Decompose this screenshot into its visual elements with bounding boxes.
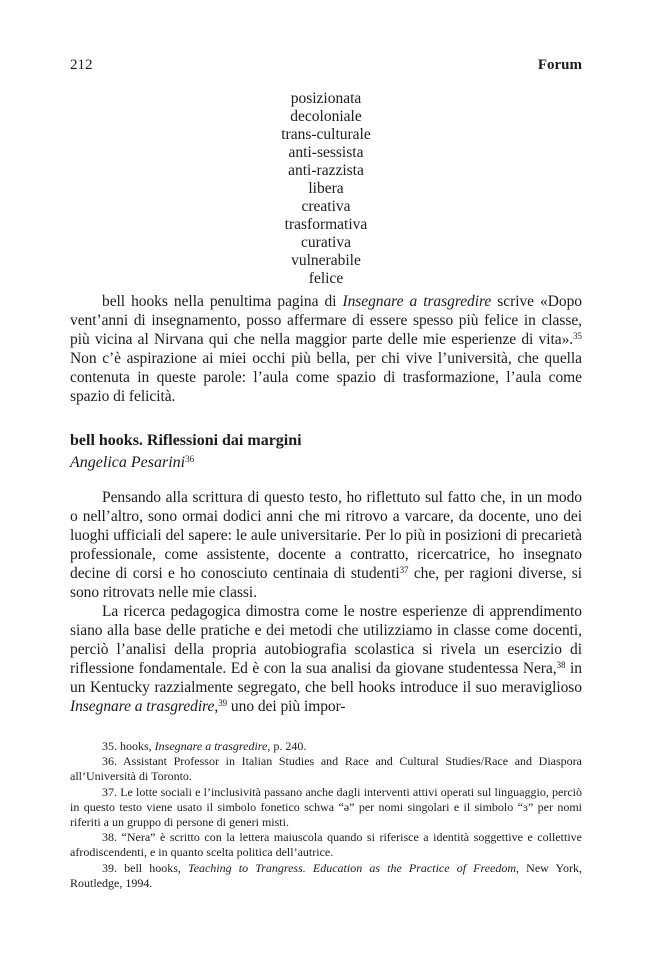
poem-line: anti-sessista [288, 144, 364, 161]
footnote-ref: 37 [399, 565, 409, 575]
footnote-36: 36. Assistant Professor in Italian Studies and Race and Cultural Studies/Race and Diaspora all’Università di Toronto. [70, 754, 582, 784]
poem-line: vulnerabile [291, 252, 361, 269]
book-title: Insegnare a trasgredire [342, 293, 492, 310]
book-title: Insegnare a trasgredire [70, 698, 215, 715]
poem-list [170, 90, 482, 288]
poem-line: posizionata [290, 90, 362, 107]
poem-line: libera [308, 180, 344, 197]
footnote-ref: 39 [218, 698, 228, 708]
paragraph: La ricerca pedagogica dimostra come le nostre esperienze di apprendimento siano alla base delle pratiche e dei metodi che utilizziamo in classe come docenti, perciò l’analisi della propria autobiografia scolastica si rivela un esercizio di riflessione fondamentale. Ed è con la sua analisi da giovane studentessa Nera,$^{38}$ in un Kentucky razzialmente segregato, che bell hooks introduce il suo meraviglioso Insegnare a trasgredire,$^{39}$ uno dei più impor- [70, 603, 582, 715]
poem-line: trasformativa [284, 216, 368, 233]
closing-paragraph-block [70, 292, 582, 406]
running-title: Forum [537, 57, 582, 73]
page-number: 212 [70, 57, 93, 73]
poem-line: creativa [301, 198, 351, 215]
footnote-ref: 35 [573, 331, 582, 341]
main-text [70, 488, 582, 716]
poem-line: decoloniale [290, 108, 362, 125]
footnote-35: 35. hooks, Insegnare a trasgredire, p. 240. [102, 739, 307, 753]
poem-line: curativa [301, 234, 351, 251]
section-title: bell hooks. Riflessioni dai margini [70, 432, 302, 449]
poem-line: felice [308, 270, 344, 287]
poem-line: anti-razzista [288, 162, 364, 179]
poem-line: trans-culturale [281, 126, 371, 143]
footnotes [70, 739, 582, 891]
closing-paragraph: bell hooks nella penultima pagina di Insegnare a trasgredire scrive «Dopo vent’anni di insegnamento, posso affermare di essere spesso più felice in classe, più vicina al Nirvana qui che nella maggior parte delle mie esperienze di vita».$^{35}$ Non c’è aspirazione ai miei occhi più bella, per chi vive l’università, che quella contenuta in queste parole: l’aula come spazio di trasformazione, l’aula come spazio di felicità. [70, 293, 582, 405]
footnote-39: 39. bell hooks, Teaching to Trangress. Education as the Practice of Freedom, New York, Routledge, 1994. [70, 860, 582, 890]
page-header [70, 57, 582, 77]
footnote-37: 37. Le lotte sociali e l’inclusività passano anche dagli interventi attivi operati sul linguaggio, perciò in questo testo viene usato il simbolo fonetico schwa “ə” per nomi singolari e il simbolo “ɜ” per nomi riferiti a un gruppo di persone di generi misti. [70, 784, 582, 830]
footnote-ref: 38 [556, 660, 566, 670]
footnote-38: 38. “Nera” è scritto con la lettera maiuscola quando si riferisce a identità soggettive e collettive afrodiscendenti, e in quanto scelta politica dell’autrice. [70, 830, 582, 860]
paragraph: Pensando alla scrittura di questo testo, ho riflettuto sul fatto che, in un modo o nell’altro, sono ormai dodici anni che mi ritrovo a varcare, da docente, uno dei luoghi ufficiali del sapere: le aule universitarie. Per lo più in posizioni di precarietà professionale, come assistente, docente a contratto, ricercatrice, ho insegnato decine di corsi e ho conosciuto centinaia di studenti$^{37}$ che, per ragioni diverse, si sono ritrovatɜ nelle mie classi. [70, 489, 582, 601]
footnote-ref: 36 [185, 454, 195, 464]
section-author: Angelica Pesarini$^{36}$ [70, 454, 195, 471]
